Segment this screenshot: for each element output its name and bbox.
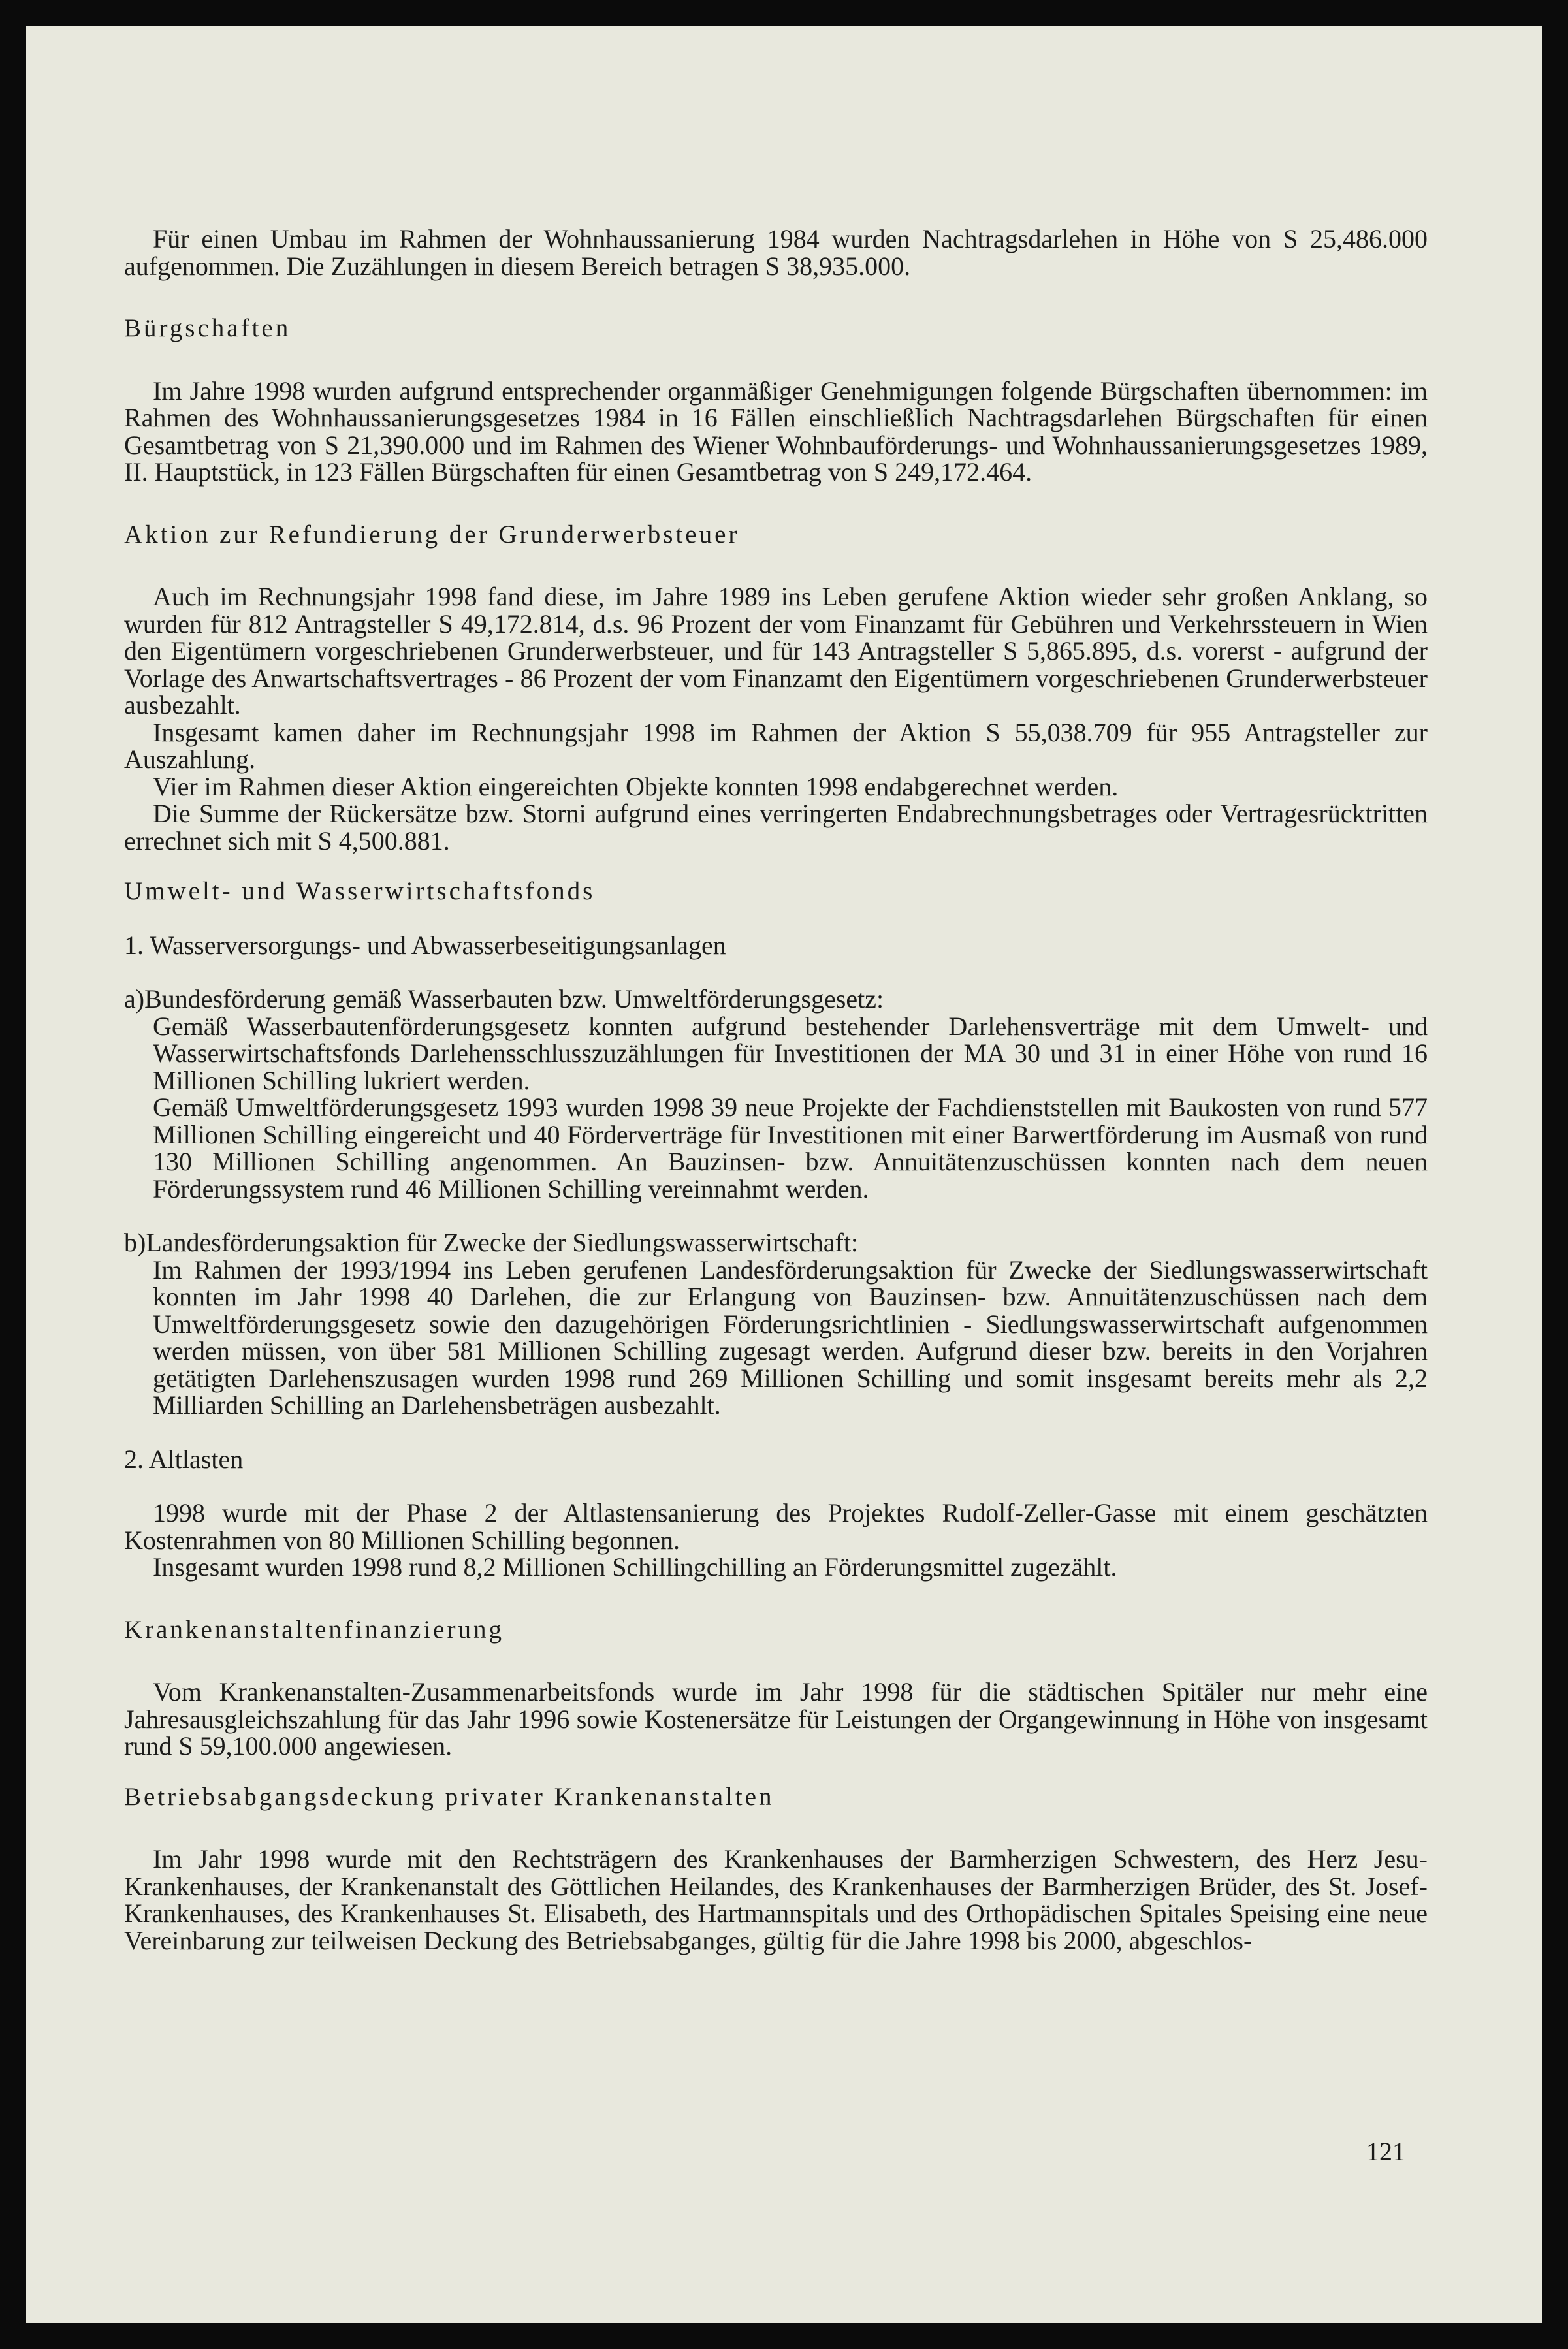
item-b-body xyxy=(124,1256,1428,1419)
item-b-paragraph: Im Rahmen der 1993/1994 ins Leben gerufenen Landesförderungsaktion für Zwecke der Siedlungswasserwirtschaft konnten im Jahr 1998 40 Darlehen, die zur Erlangung von Bauzinsen- bzw. Annuitätenzuschüssen nach dem Umweltförderungsgesetz sowie den dazugehörigen Förderungsrichtlinien - Siedlungswasserwirtschaft aufgenommen werden müssen, von über 581 Millionen Schilling zugesagt werden. Aufgrund dieser bzw. bereits in den Vorjahren getätigten Darlehenszusagen wurden 1998 rund 269 Millionen Schilling und somit insgesamt bereits mehr als 2,2 Milliarden Schilling an Darlehensbeträgen ausbezahlt. xyxy=(153,1254,1428,1420)
heading-betriebsabgang: Betriebsabgangsdeckung privater Krankenanstalten xyxy=(124,1782,775,1811)
buergschaften-paragraph: Im Jahre 1998 wurden aufgrund entsprechender organmäßiger Genehmigungen folgende Bürgschaften übernommen: im Rahmen des Wohnhaussanierungsgesetzes 1984 in 16 Fällen einschließlich Nachtragsdarlehen Bürgschaften für einen Gesamtbetrag von S 21,390.000 und im Rahmen des Wiener Wohnbauförderungs- und Wohnhaussanierungsgesetzes 1989, II. Hauptstück, in 123 Fällen Bürgschaften für einen Gesamtbetrag von S 249,172.464. xyxy=(124,376,1428,487)
item-a-marker: a) xyxy=(124,984,145,1014)
item-a-title: Bundesförderung gemäß Wasserbauten bzw. Umweltförderungsgesetz: xyxy=(144,984,884,1014)
item-b-title: Landesförderungsaktion für Zwecke der Siedlungswasserwirtschaft: xyxy=(146,1228,859,1257)
item-b-marker: b) xyxy=(124,1228,146,1257)
umwelt-section-1-title: 1. Wasserversorgungs- und Abwasserbeseitigungsanlagen xyxy=(124,930,726,960)
heading-umwelt: Umwelt- und Wasserwirtschaftsfonds xyxy=(124,877,596,905)
item-a-paragraph-1: Gemäß Wasserbautenförderungsgesetz konnten aufgrund bestehender Darlehensverträge mit dem Umwelt- und Wasserwirtschaftsfonds Darlehensschlusszuzählungen für Investitionen der MA 30 und 31 in einer Höhe von rund 16 Millionen Schilling lukriert werden. xyxy=(153,1011,1428,1095)
heading-krankenanstalten: Krankenanstaltenfinanzierung xyxy=(124,1615,504,1644)
intro-paragraph: Für einen Umbau im Rahmen der Wohnhaussanierung 1984 wurden Nachtragsdarlehen in Höhe von S 25,486.000 aufgenommen. Die Zuzählungen in diesem Bereich betragen S 38,935.000. xyxy=(124,224,1428,281)
refundierung-paragraph-4: Die Summe der Rückersätze bzw. Storni aufgrund eines verringerten Endabrechnungsbetrages oder Vertragesrücktritten errechnet sich mit S 4,500.881. xyxy=(124,799,1428,855)
page-body xyxy=(124,225,1428,1954)
item-a xyxy=(124,985,1428,1013)
document-page xyxy=(26,26,1542,2323)
altlasten-paragraph-1: 1998 wurde mit der Phase 2 der Altlastensanierung des Projektes Rudolf-Zeller-Gasse mit einem geschätzten Kostenrahmen von 80 Millionen Schilling begonnen. xyxy=(124,1498,1428,1555)
krankenanstalten-paragraph: Vom Krankenanstalten-Zusammenarbeitsfonds wurde im Jahr 1998 für die städtischen Spitäler nur mehr eine Jahresausgleichszahlung für das Jahr 1996 sowie Kostenersätze für Leistungen der Organgewinnung in Höhe von insgesamt rund S 59,100.000 angewiesen. xyxy=(124,1677,1428,1761)
refundierung-paragraph-3: Vier im Rahmen dieser Aktion eingereichten Objekte konnten 1998 endabgerechnet werden. xyxy=(153,771,1119,801)
refundierung-paragraph-2: Insgesamt kamen daher im Rechnungsjahr 1998 im Rahmen der Aktion S 55,038.709 für 955 Antragsteller zur Auszahlung. xyxy=(124,717,1428,774)
heading-buergschaften: Bürgschaften xyxy=(124,314,291,342)
refundierung-paragraph-1: Auch im Rechnungsjahr 1998 fand diese, im Jahre 1989 ins Leben gerufene Aktion wieder sehr großen Anklang, so wurden für 812 Antragsteller S 49,172.814, d.s. 96 Prozent der vom Finanzamt für Gebühren und Verkehrssteuern in Wien den Eigentümern vorgeschriebenen Grunderwerbsteuer, und für 143 Antragsteller S 5,865.895, d.s. vorerst - aufgrund der Vorlage des Anwartschaftsvertrages - 86 Prozent der vom Finanzamt den Eigentümern vorgeschriebenen Grunderwerbsteuer ausbezahlt. xyxy=(124,582,1428,720)
betriebsabgang-paragraph: Im Jahr 1998 wurde mit den Rechtsträgern des Krankenhauses der Barmherzigen Schwestern, des Herz Jesu-Krankenhauses, der Krankenanstalt des Göttlichen Heilandes, des Krankenhauses der Barmherzigen Brüder, des St. Josef-Krankenhauses, des Krankenhauses St. Elisabeth, des Hartmannspitals und des Orthopädischen Spitales Speising eine neue Vereinbarung zur teilweisen Deckung des Betriebsabganges, gültig für die Jahre 1998 bis 2000, abgeschlos- xyxy=(124,1844,1428,1955)
item-a-body xyxy=(124,1013,1428,1203)
page-number: 121 xyxy=(1366,2137,1405,2166)
altlasten-paragraph-2: Insgesamt wurden 1998 rund 8,2 Millionen Schillingchilling an Förderungsmittel zugezählt. xyxy=(153,1552,1117,1582)
item-b xyxy=(124,1229,1428,1256)
item-a-paragraph-2: Gemäß Umweltförderungsgesetz 1993 wurden 1998 39 neue Projekte der Fachdienststellen mit Baukosten von rund 577 Millionen Schilling eingereicht und 40 Förderverträge für Investitionen mit einer Barwertförderung im Ausmaß von rund 130 Millionen Schilling angenommen. An Bauzinsen- bzw. Annuitätenzuschüssen konnten nach dem neuen Förderungssystem rund 46 Millionen Schilling vereinnahmt werden. xyxy=(153,1093,1428,1204)
umwelt-section-2-title: 2. Altlasten xyxy=(124,1444,244,1474)
heading-refundierung: Aktion zur Refundierung der Grunderwerbsteuer xyxy=(124,520,740,549)
